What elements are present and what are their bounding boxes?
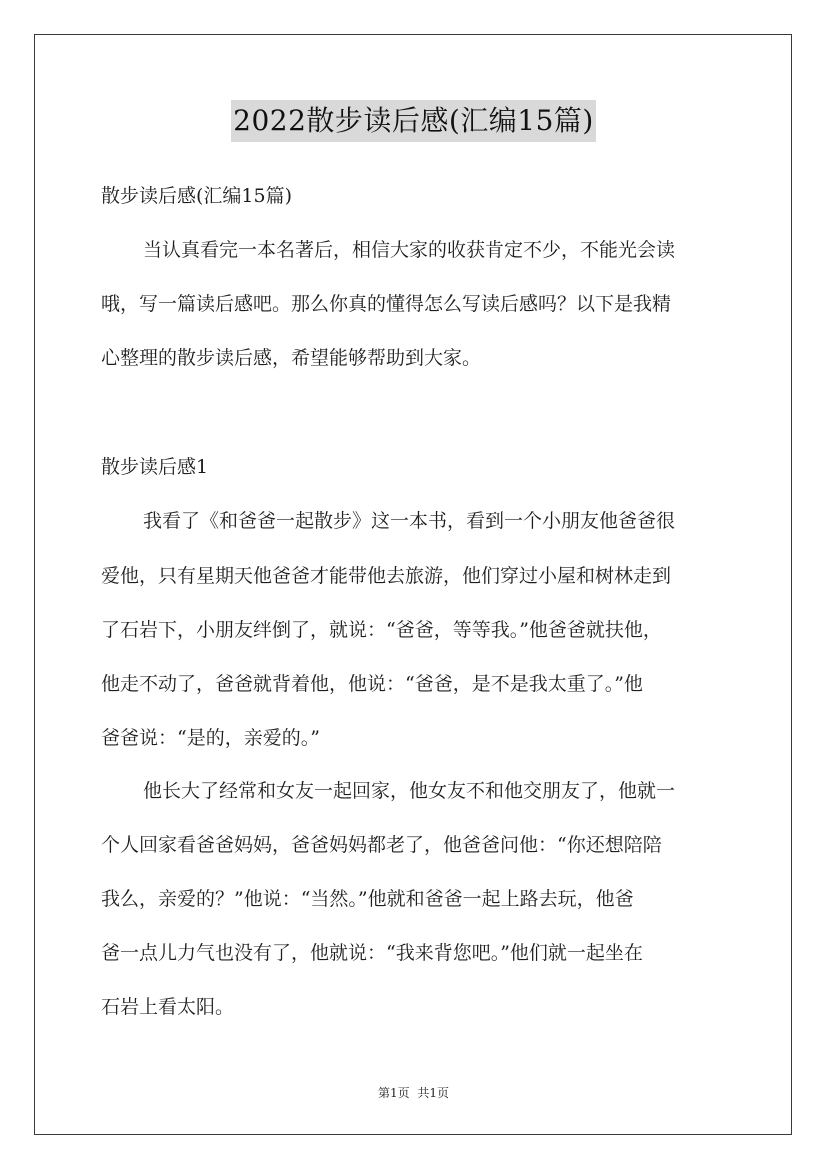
page-total: 共1页 xyxy=(417,1086,450,1100)
section-heading: 散步读后感1 xyxy=(101,456,209,478)
paragraph-line: 爱他，只有星期天他爸爸才能带他去旅游，他们穿过小屋和树林走到 xyxy=(101,565,672,587)
intro-line: 心整理的散步读后感，希望能够帮助到大家。 xyxy=(101,347,482,369)
document-subtitle: 散步读后感(汇编15篇) xyxy=(101,185,293,207)
paragraph-line: 爸爸说：“是的，亲爱的。” xyxy=(101,727,320,749)
paragraph-line: 他长大了经常和女友一起回家，他女友不和他交朋友了，他就一 xyxy=(143,780,676,802)
paragraph-line: 石岩上看太阳。 xyxy=(101,996,235,1018)
title-container xyxy=(0,100,827,142)
page-number: 第1页 xyxy=(377,1086,410,1100)
paragraph-line: 个人回家看爸爸妈妈，爸爸妈妈都老了，他爸爸问他：“你还想陪陪 xyxy=(101,834,662,856)
paragraph-line: 爸一点儿力气也没有了，他就说：“我来背您吧。”他们就一起坐在 xyxy=(101,942,643,964)
document-title: 2022散步读后感(汇编15篇) xyxy=(231,100,596,142)
paragraph-line: 我么，亲爱的？”他说：“当然。”他就和爸爸一起上路去玩，他爸 xyxy=(101,888,634,910)
paragraph-line: 我看了《和爸爸一起散步》这一本书，看到一个小朋友他爸爸很 xyxy=(143,510,676,532)
page-footer xyxy=(0,1084,827,1101)
intro-line: 哦，写一篇读后感吧。那么你真的懂得怎么写读后感吗？以下是我精 xyxy=(101,293,672,315)
paragraph-line: 了石岩下，小朋友绊倒了，就说：“爸爸，等等我。”他爸爸就扶他， xyxy=(101,619,662,641)
intro-line: 当认真看完一本名著后，相信大家的收获肯定不少，不能光会读 xyxy=(143,239,676,261)
paragraph-line: 他走不动了，爸爸就背着他，他说：“爸爸，是不是我太重了。”他 xyxy=(101,673,643,695)
